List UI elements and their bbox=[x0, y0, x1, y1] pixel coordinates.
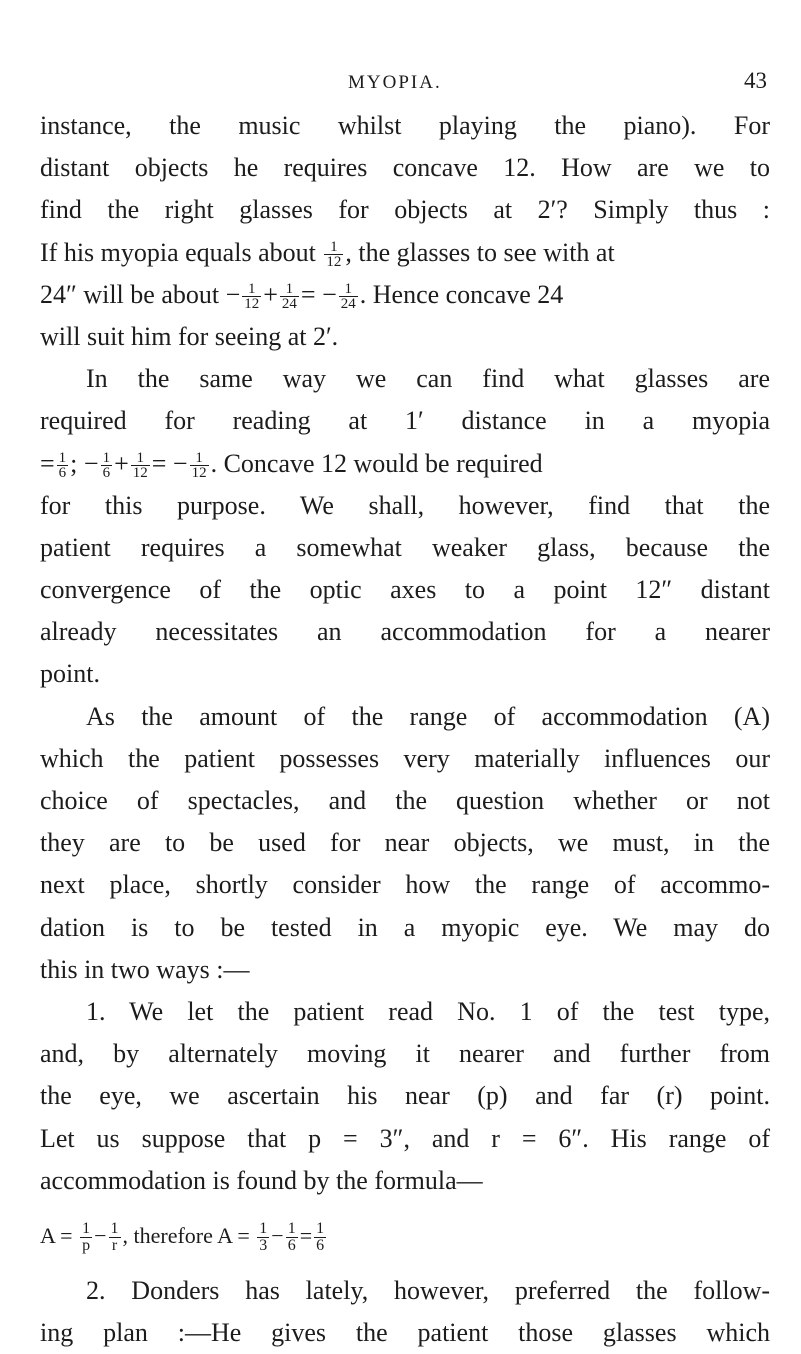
fraction-denominator: 6 bbox=[287, 1237, 296, 1255]
fraction bbox=[280, 282, 299, 311]
operator: − bbox=[271, 1222, 284, 1248]
fraction-numerator: 1 bbox=[316, 1220, 325, 1238]
fraction-denominator: 6 bbox=[102, 465, 111, 482]
formula-connector: , therefore A = bbox=[122, 1222, 250, 1248]
operator: = − bbox=[300, 279, 337, 309]
operator: + bbox=[263, 279, 278, 309]
operator: = − bbox=[151, 448, 188, 478]
text-line: will suit him for seeing at 2′. bbox=[40, 321, 339, 351]
page-number: 43 bbox=[744, 68, 767, 93]
fraction bbox=[109, 1221, 121, 1254]
text-line: already necessitates an accommodation for a nearer bbox=[40, 617, 770, 647]
operator: + bbox=[114, 448, 129, 478]
text-line: they are to be used for near objects, we must, in the bbox=[40, 828, 770, 858]
fraction-denominator: r bbox=[111, 1237, 118, 1255]
fraction bbox=[339, 282, 358, 311]
text-run: 24″ will be about − bbox=[40, 279, 241, 309]
fraction bbox=[80, 1221, 92, 1254]
text-line: accommodation is found by the formula— bbox=[40, 1165, 483, 1195]
fraction-numerator: 1 bbox=[324, 240, 343, 255]
text-line: for this purpose. We shall, however, find that the bbox=[40, 490, 770, 520]
fraction bbox=[286, 1221, 298, 1254]
text-line: and, by alternately moving it nearer and further from bbox=[40, 1039, 770, 1069]
text-line: As the amount of the range of accommodation (A) bbox=[86, 701, 770, 731]
fraction-numerator: 1 bbox=[339, 282, 358, 297]
text-line: next place, shortly consider how the range of accommo- bbox=[40, 870, 770, 900]
text-line: required for reading at 1′ distance in a myopia bbox=[40, 406, 770, 436]
text-line: this in two ways :— bbox=[40, 954, 250, 984]
text-line bbox=[40, 274, 770, 316]
fraction bbox=[324, 240, 343, 269]
formula-lhs: A = bbox=[40, 1222, 73, 1248]
fraction-denominator: 12 bbox=[244, 296, 260, 313]
text-line: ing plan :—He gives the patient those glasses which bbox=[40, 1318, 770, 1348]
text-line: patient requires a somewhat weaker glass, because the bbox=[40, 532, 770, 562]
text-line: 1. We let the patient read No. 1 of the test type, bbox=[86, 996, 770, 1026]
text-line: convergence of the optic axes to a point 12″ distant bbox=[40, 575, 770, 605]
fraction bbox=[242, 282, 261, 311]
text-line: which the patient possesses very materially influences our bbox=[40, 743, 770, 773]
text-run: . Concave 12 would be required bbox=[210, 448, 543, 478]
text-line: In the same way we can find what glasses are bbox=[86, 364, 770, 394]
fraction-numerator: 1 bbox=[110, 1220, 119, 1238]
fraction bbox=[57, 451, 69, 480]
text-run: , the glasses to see with at bbox=[345, 237, 615, 267]
text-line bbox=[40, 232, 770, 274]
fraction-denominator: 3 bbox=[259, 1237, 268, 1255]
text-line: find the right glasses for objects at 2′? Simply thus : bbox=[40, 195, 770, 225]
fraction bbox=[131, 451, 150, 480]
range-formula bbox=[40, 1202, 770, 1270]
text-run: If his myopia equals about bbox=[40, 237, 316, 267]
text-line: Let us suppose that p = 3″, and r = 6″. His range of bbox=[40, 1123, 770, 1153]
text-line bbox=[40, 443, 770, 485]
text-line: the eye, we ascertain his near (p) and far (r) point. bbox=[40, 1081, 770, 1111]
text-line: dation is to be tested in a myopic eye. We may do bbox=[40, 912, 770, 942]
text-line: instance, the music whilst playing the piano). For bbox=[40, 111, 770, 140]
fraction-numerator: 1 bbox=[102, 450, 111, 467]
fraction-denominator: 12 bbox=[191, 465, 207, 482]
running-head: MYOPIA. bbox=[348, 72, 442, 93]
fraction bbox=[101, 451, 113, 480]
fraction-numerator: 1 bbox=[242, 282, 261, 297]
fraction-denominator: 12 bbox=[326, 254, 342, 271]
operator: = bbox=[40, 448, 55, 478]
fraction-numerator: 1 bbox=[190, 451, 209, 466]
fraction bbox=[314, 1221, 326, 1254]
fraction-denominator: 24 bbox=[281, 296, 297, 313]
fraction bbox=[257, 1221, 269, 1254]
fraction-denominator: 12 bbox=[132, 465, 148, 482]
page-header bbox=[0, 66, 801, 96]
fraction-numerator: 1 bbox=[259, 1220, 268, 1238]
text-line: point. bbox=[40, 659, 100, 689]
text-line: choice of spectacles, and the question whether or not bbox=[40, 786, 770, 815]
text-run: ; − bbox=[70, 448, 99, 478]
fraction-numerator: 1 bbox=[131, 451, 150, 466]
fraction-numerator: 1 bbox=[82, 1220, 91, 1238]
fraction-numerator: 1 bbox=[280, 282, 299, 297]
fraction bbox=[190, 451, 209, 480]
fraction-numerator: 1 bbox=[287, 1220, 296, 1238]
fraction-denominator: 6 bbox=[58, 465, 67, 482]
text-line: 2. Donders has lately, however, preferred the follow- bbox=[86, 1275, 770, 1305]
page-body bbox=[40, 105, 770, 1354]
text-run: . Hence concave 24 bbox=[359, 279, 564, 309]
operator: = bbox=[299, 1222, 313, 1248]
operator: − bbox=[94, 1222, 107, 1248]
fraction-denominator: 6 bbox=[316, 1237, 325, 1255]
text-line: distant objects he requires concave 12. How are we to bbox=[40, 153, 770, 183]
fraction-numerator: 1 bbox=[58, 450, 67, 467]
fraction-denominator: 24 bbox=[340, 296, 356, 313]
fraction-denominator: p bbox=[82, 1237, 91, 1255]
